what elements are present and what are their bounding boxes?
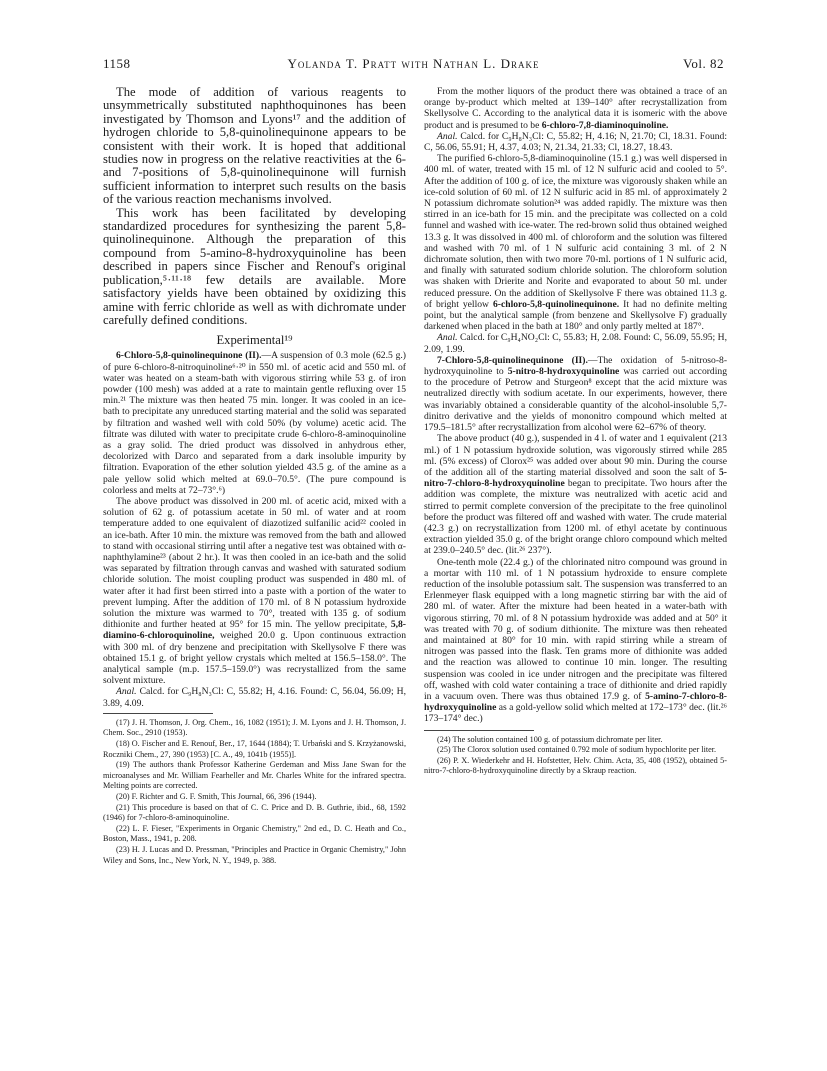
paragraph-text: weighed 20.0 g. Upon continuous extraction with 300 ml. of dry benzene and precipitation with Skellysolve F there was obtained 15.1 g. of bright yellow crystals which melted at 156.5–158.0°. The analytical sample (m.p. 157.5–159.0°) was recrystallized from the same solvent mixture. bbox=[103, 630, 406, 687]
right-column bbox=[424, 86, 727, 777]
footnotes-left bbox=[103, 718, 406, 866]
paragraph-text: was carried out according to the procedure of Petrow and Sturgeon⁸ except that the acid mixture was neutralized directly with sodium acetate. In our experiments, however, there was invariably obtained a considerable quantity of the alcohol-insoluble 5,7-dinitro derivative and the yields of mononitro compound which melted at 179.5–181.5° after recrystallization from alcohol were 62–67% of theory. bbox=[424, 366, 727, 434]
paragraph-byproduct bbox=[424, 86, 727, 131]
paragraph-text: The purified 6-chloro-5,8-diaminoquinoline (15.1 g.) was well dispersed in 400 ml. of water, treated with 15 ml. of 12 N sulfuric acid and cooled to 5°. After the addition of 100 g. of ice, the mixture was vigorously shaken while an ice-cold solution of 60 ml. of 12 N sulfuric acid in 85 ml. of approximately 2 N potassium dichromate solution²⁴ was added rapidly. The mixture was then stirred in an ice-bath for 15 min. and the precipitate was collected on a cold funnel and washed with ice-water. The red-brown solid thus obtained weighed 13.3 g. It was dissolved in 400 ml. of chloroform and the solution was filtered and washed with 70 ml. of 1 N sulfuric acid containing 3 ml. of 2 N dichromate solution, then with two more 70-ml. portions of 1 N sulfuric acid, and finally with saturated sodium chloride solution. The chloroform solution was shaken with Drierite and Norite and evaporated to about 50 ml. under reduced pressure. On the addition of Skellysolve F there was obtained 11.3 g. of bright yellow bbox=[424, 153, 727, 310]
paragraph-text: One-tenth mole (22.4 g.) of the chlorinated nitro compound was ground in a mortar with 110 ml. of 1 N potassium hydroxide to ensure complete reduction of the insoluble potassium salt. The suspension was transferred to an Erlenmeyer flask equipped with a long magnetic stirring bar with the aid of 280 ml. of water. After the mixture had been heated in a water-bath with vigorous stirring, 70 ml. of 8 N potassium hydroxide was added and at 50° it was treated with 70 g. of sodium dithionite. The mixture was then reheated and maintained at 80° for 10 min. with rapid stirring while a stream of nitrogen was passed into the flask. Ten grams more of dithionite was added and the reaction was allowed to continue 10 min. longer. The resulting suspension was cooled in ice under nitrogen and the precipitate was filtered off, washed with cold water containing a trace of dithionite and dried rapidly in a vacuum oven. There was thus obtained 17.9 g. of bbox=[424, 556, 727, 702]
left-column bbox=[103, 86, 406, 866]
footnote: (24) The solution contained 100 g. of potassium dichromate per liter. bbox=[437, 734, 663, 744]
paragraph-text: began to precipitate. Two hours after the addition was complete, the mixture was neutralized with acetic acid and stirred to permit complete conversion of the precipitate to the free quinolinol before the product was filtered off and washed with water. The crude material (42.3 g.) on recrystallization from 1200 ml. of ethyl acetate by continuous extraction yielded 35.0 g. of the bright orange chloro compound which melted at 239.0–240.5° dec. (lit.²⁶ 237°). bbox=[424, 478, 727, 557]
analysis-text: Calcd. for C₉H₄NO₂Cl: C, 55.83; H, 2.08. Found: C, 56.09, 55.95; H, 2.09, 1.99. bbox=[424, 332, 727, 355]
analysis-text: Calcd. for C₉H₈N₃Cl: C, 55.82; H, 4.16. Found: C, 56.04, 56.09; H, 3.89, 4.09. bbox=[103, 686, 406, 709]
compound-name: 5-nitro-7-chloro-8-hydroxyquinoline bbox=[424, 466, 727, 490]
footnote: (19) The authors thank Professor Katherine Gerdeman and Miss Jane Swan for the microanalyses and Mr. William Fearheller and Mr. Charles White for the infrared spectra. Melting points are corrected. bbox=[103, 760, 406, 791]
compound-name: 6-chloro-5,8-quinolinequinone. bbox=[492, 298, 620, 310]
analysis-paragraph bbox=[103, 686, 406, 708]
intro-paragraph-1: The mode of addition of various reagents to unsymmetrically substituted naphthoquinones has been investigated by Thomson and Lyons¹⁷ and the addition of hydrogen chloride to 5,8-quinolinequinone appears to be consistent with their work. It is hoped that additional studies now in progress on the relative reactivities at the 6- and 7-positions of 5,8-quinolinequinone will furnish sufficient information to interpret such results on the basis of the various reaction mechanisms involved. bbox=[103, 85, 406, 207]
footnote: (22) L. F. Fieser, "Experiments in Organic Chemistry," 2nd ed., D. C. Heath and Co., Boston, Mass., 1941, p. 208. bbox=[103, 823, 406, 844]
footnote: (23) H. J. Lucas and D. Pressman, "Principles and Practice in Organic Chemistry," John Wiley and Sons, Inc., New York, N. Y., 1949, p. 388. bbox=[103, 844, 406, 865]
experimental-paragraph-1 bbox=[103, 350, 406, 496]
volume-label: Vol. 82 bbox=[683, 56, 724, 71]
paragraph-text: From the mother liquors of the product there was obtained a trace of an orange by-product which melted at 139–140° after recrystallization from Skellysolve C. According to the analytical data it is isomeric with the above product and is presumed to be bbox=[424, 86, 727, 131]
running-header bbox=[103, 56, 724, 74]
anal-label: Anal. bbox=[437, 130, 458, 142]
paragraph-text: It had no definite melting point, but the analytical sample (from benzene and Skellysolve F) gradually darkened when placed in the bath at 180° and only partly melted at 187°. bbox=[424, 298, 727, 333]
compound-heading: 7-Chloro-5,8-quinolinequinone (II). bbox=[437, 354, 588, 366]
analysis-text: Calcd. for C₉H₈N₃Cl: C, 55.82; H, 4.16; N, 21.70; Cl, 18.31. Found: C, 56.06, 55.91; H, 4.37, 4.03; N, 21.34, 21.33; Cl, 18.27, 18.43. bbox=[424, 130, 727, 154]
compound-name: 6-chloro-7,8-diaminoquinoline. bbox=[541, 119, 669, 131]
paragraph-text: —A suspension of 0.3 mole (62.5 g.) of pure 6-chloro-8-nitroquinoline⁶·²⁰ in 550 ml. of acetic acid and 550 ml. of water was heated on a steam-bath with vigorous stirring while 53 g. of iron powder (100 mesh) was added at a rate to maintain gentle refluxing over 15 min.²¹ The mixture was then heated 75 min. longer. It was cooled in an ice-bath to precipitate any unreduced starting material and the solid was separated by filtration and washed well with cold 50% (by volume) acetic acid. The filtrate was diluted with water to precipitate crude 6-chloro-8-aminoquinoline as a gray solid. The dried product was dissolved in anhydrous ether, decolorized with Darco and separated from a dark insoluble impurity by filtration. Evaporation of the ether solution yielded 43.5 g. of the amine as a pale yellow solid which melted at 69.0–70.5°. (The pure compound is colorless and melts at 72–73°.⁶) bbox=[103, 350, 406, 496]
footnote: (25) The Clorox solution used contained 0.792 mole of sodium hypochlorite per liter. bbox=[437, 745, 717, 755]
analysis-paragraph bbox=[424, 131, 727, 153]
paragraph-text: as a gold-yellow solid which melted at 172–173° dec. (lit.²⁶ 173–174° dec.) bbox=[424, 702, 728, 725]
footnote: (20) F. Richter and G. F. Smith, This Journal, 66, 396 (1944). bbox=[116, 791, 317, 801]
paragraph-7-chloro bbox=[424, 355, 727, 433]
paragraph-text: The above product (40 g.), suspended in 4 l. of water and 1 equivalent (213 ml.) of 1 N potassium hydroxide solution, was vigorously stirred while 285 ml. (5% excess) of Clorox²⁵ was added over about 90 min. During the course of the addition all of the starting material dissolved and soon the salt of bbox=[424, 433, 727, 478]
compound-name: 5,8-diamino-6-chloroquinoline, bbox=[103, 619, 406, 642]
footnotes-right bbox=[424, 735, 727, 777]
experimental-paragraph-2 bbox=[103, 496, 406, 686]
paragraph-chlorination bbox=[424, 433, 727, 556]
anal-label: Anal. bbox=[437, 332, 458, 344]
paragraph-text: —The oxidation of 5-nitroso-8-hydroxyquinoline to bbox=[424, 354, 728, 378]
compound-heading: 6-Chloro-5,8-quinolinequinone (II). bbox=[116, 350, 262, 362]
paragraph-reduction bbox=[424, 557, 727, 725]
paragraph-oxidation bbox=[424, 153, 727, 332]
intro-paragraph-2: This work has been facilitated by developing standardized procedures for synthesizing the parent 5,8-quinolinequinone. Although the preparation of this compound from 5-amino-8-hydroxyquinoline has been described in papers since Fischer and Renouf's original publication,⁵·¹¹·¹⁸ few details are available. More satisfactory yields have been obtained by oxidizing this amine with ferric chloride as well as with dichromate under carefully defined conditions. bbox=[103, 205, 406, 327]
compound-name: 5-amino-7-chloro-8-hydroxyquinoline bbox=[424, 690, 727, 714]
anal-label: Anal. bbox=[116, 686, 137, 698]
footnote: (17) J. H. Thomson, J. Org. Chem., 16, 1082 (1951); J. M. Lyons and J. H. Thomson, J. Chem. Soc., 2910 (1953). bbox=[103, 717, 406, 738]
footnote: (18) O. Fischer and E. Renouf, Ber., 17, 1644 (1884); T. Urbański and S. Krzyżanowski, Roczniki Chem., 27, 390 (1953) [C. A., 49, 1041b (1955)]. bbox=[103, 739, 406, 759]
page-number: 1158 bbox=[103, 56, 131, 71]
footnote-divider bbox=[103, 713, 213, 714]
paragraph-text: The above product was dissolved in 200 ml. of acetic acid, mixed with a solution of 62 g. of potassium acetate in 50 ml. of water and at room temperature added to one equivalent of diazotized sulfanilic acid²² cooled in an ice-bath. After 10 min. the mixture was removed from the bath and allowed to stand with occasional stirring until after a negative test was obtained with α-naphthylamine²³ (about 2 hr.). It was then cooled in an ice-bath and the solid was separated by filtration through canvas and washed with saturated sodium chloride solution. The moist coupling product was suspended in 480 ml. of water after it had first been stirred into a paste with a portion of the water to prevent lumping. After the addition of 170 ml. of 8 N potassium hydroxide solution the mixture was warmed to 70°, treated with 135 g. of sodium dithionite and further heated at 95° for 15 min. The yellow precipitate, bbox=[103, 495, 406, 631]
analysis-paragraph bbox=[424, 332, 727, 354]
footnote: (26) P. X. Wiederkehr and H. Hofstetter, Helv. Chim. Acta, 35, 408 (1952), obtained 5-nitro-7-chloro-8-hydroxyquinoline directly by a Skraup reaction. bbox=[424, 755, 727, 776]
running-title: Yolanda T. Pratt with Nathan L. Drake bbox=[287, 56, 540, 71]
footnote-divider bbox=[424, 730, 534, 731]
section-heading-experimental: Experimental¹⁹ bbox=[216, 333, 293, 348]
compound-name: 5-nitro-8-hydroxyquinoline bbox=[507, 366, 620, 378]
footnote: (21) This procedure is based on that of C. C. Price and D. B. Guthrie, ibid., 68, 1592 (1946) for 7-chloro-8-aminoquinoline. bbox=[103, 802, 406, 823]
